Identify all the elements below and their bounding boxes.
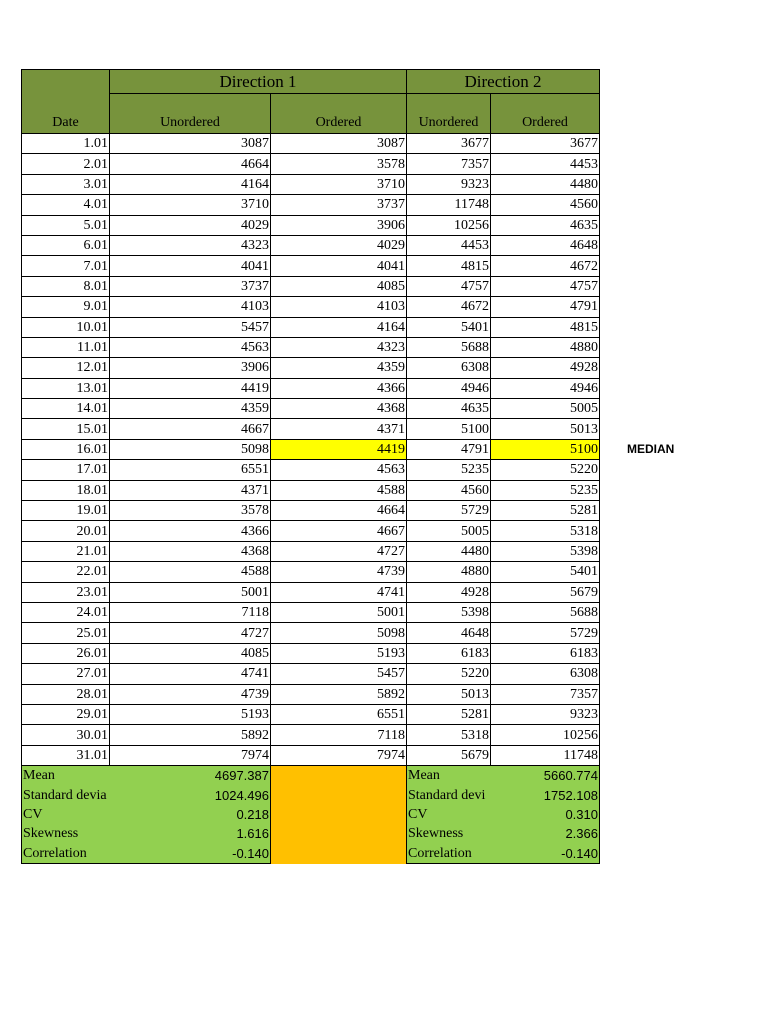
- direction-2-stat-value[interactable]: 2.366: [491, 824, 600, 843]
- data-table: [21, 69, 600, 864]
- direction-2-ordered-cell[interactable]: 6183: [491, 643, 600, 663]
- stats-row: [22, 766, 600, 786]
- direction-2-stat-value[interactable]: 1752.108: [491, 786, 600, 805]
- direction-1-ordered-cell[interactable]: 4029: [271, 235, 407, 255]
- direction-2-unordered-cell[interactable]: 5729: [407, 501, 491, 521]
- direction-2-unordered-cell[interactable]: 5005: [407, 521, 491, 541]
- direction-2-stat-value[interactable]: 0.310: [491, 805, 600, 824]
- direction-1-ordered-cell[interactable]: 4164: [271, 317, 407, 337]
- direction-1-stat-label[interactable]: CV: [22, 805, 110, 824]
- date-cell[interactable]: 11.01: [22, 337, 110, 357]
- direction-2-unordered-cell[interactable]: 10256: [407, 215, 491, 235]
- direction-1-unordered-cell[interactable]: 5457: [110, 317, 271, 337]
- direction-1-unordered-cell[interactable]: 3578: [110, 501, 271, 521]
- direction-1-unordered-cell[interactable]: 4667: [110, 419, 271, 439]
- direction-1-unordered-cell[interactable]: 3087: [110, 134, 271, 154]
- direction-1-unordered-cell[interactable]: 4371: [110, 480, 271, 500]
- direction-2-ordered-cell[interactable]: 5679: [491, 582, 600, 602]
- direction-2-ordered-cell[interactable]: 9323: [491, 704, 600, 724]
- direction-2-ordered-cell[interactable]: 5401: [491, 562, 600, 582]
- direction-1-ordered-cell[interactable]: 4588: [271, 480, 407, 500]
- direction-2-unordered-cell[interactable]: 5220: [407, 664, 491, 684]
- direction-1-ordered-cell[interactable]: 4741: [271, 582, 407, 602]
- date-cell[interactable]: 8.01: [22, 276, 110, 296]
- table-row: [22, 297, 600, 317]
- direction-1-ordered-cell[interactable]: 3578: [271, 154, 407, 174]
- direction-2-unordered-cell[interactable]: 5281: [407, 704, 491, 724]
- direction-2-ordered-cell[interactable]: 5100: [491, 439, 600, 459]
- date-cell[interactable]: 21.01: [22, 541, 110, 561]
- direction-2-unordered-cell[interactable]: 4672: [407, 297, 491, 317]
- direction-1-unordered-cell[interactable]: 5098: [110, 439, 271, 459]
- direction-1-ordered-cell[interactable]: 5892: [271, 684, 407, 704]
- direction-1-stat-label[interactable]: Correlation: [22, 844, 110, 864]
- date-cell[interactable]: 31.01: [22, 745, 110, 765]
- direction-2-stat-value[interactable]: 5660.774: [491, 766, 600, 786]
- direction-2-unordered-cell[interactable]: 4928: [407, 582, 491, 602]
- direction-1-unordered-cell[interactable]: 4103: [110, 297, 271, 317]
- direction-1-ordered-cell[interactable]: 3087: [271, 134, 407, 154]
- direction-1-ordered-cell[interactable]: 4727: [271, 541, 407, 561]
- table-row: [22, 174, 600, 194]
- date-cell[interactable]: 9.01: [22, 297, 110, 317]
- direction-1-ordered-header[interactable]: Ordered: [271, 94, 407, 134]
- direction-2-unordered-cell[interactable]: 9323: [407, 174, 491, 194]
- table-row: [22, 725, 600, 745]
- direction-2-ordered-cell[interactable]: 4453: [491, 154, 600, 174]
- direction-2-ordered-cell[interactable]: 5013: [491, 419, 600, 439]
- direction-1-ordered-cell[interactable]: 4366: [271, 378, 407, 398]
- table-row: [22, 664, 600, 684]
- direction-1-ordered-cell[interactable]: 5457: [271, 664, 407, 684]
- direction-2-ordered-cell[interactable]: 5005: [491, 399, 600, 419]
- data-rows: [22, 134, 600, 766]
- direction-2-stat-label[interactable]: Mean: [407, 766, 491, 786]
- direction-1-stat-value[interactable]: -0.140: [110, 844, 271, 864]
- direction-1-ordered-cell[interactable]: 6551: [271, 704, 407, 724]
- table-row: [22, 439, 600, 459]
- direction-1-stat-value[interactable]: 1.616: [110, 824, 271, 843]
- direction-1-unordered-cell[interactable]: 7118: [110, 602, 271, 622]
- table-row: [22, 154, 600, 174]
- table-row: [22, 419, 600, 439]
- table-row: [22, 460, 600, 480]
- direction-2-unordered-cell[interactable]: 4635: [407, 399, 491, 419]
- direction-2-unordered-cell[interactable]: 5235: [407, 460, 491, 480]
- statistics-rows: [22, 766, 600, 864]
- direction-2-ordered-cell[interactable]: 4648: [491, 235, 600, 255]
- table-row: [22, 643, 600, 663]
- direction-1-ordered-cell[interactable]: 4739: [271, 562, 407, 582]
- table-row: [22, 317, 600, 337]
- direction-2-stat-label[interactable]: Correlation: [407, 844, 491, 864]
- table-row: [22, 480, 600, 500]
- direction-1-unordered-cell[interactable]: 4323: [110, 235, 271, 255]
- direction-1-ordered-cell[interactable]: 3906: [271, 215, 407, 235]
- table-row: [22, 358, 600, 378]
- date-cell[interactable]: 2.01: [22, 154, 110, 174]
- direction-1-unordered-cell[interactable]: 4366: [110, 521, 271, 541]
- direction-2-unordered-header[interactable]: Unordered: [407, 94, 491, 134]
- direction-1-unordered-cell[interactable]: 7974: [110, 745, 271, 765]
- direction-1-header[interactable]: Direction 1: [110, 70, 407, 94]
- direction-2-unordered-cell[interactable]: 5398: [407, 602, 491, 622]
- direction-1-ordered-cell[interactable]: 4323: [271, 337, 407, 357]
- direction-1-ordered-cell[interactable]: 7118: [271, 725, 407, 745]
- direction-1-stat-value[interactable]: 1024.496: [110, 786, 271, 805]
- direction-2-unordered-cell[interactable]: 4946: [407, 378, 491, 398]
- direction-2-header[interactable]: Direction 2: [407, 70, 600, 94]
- direction-2-ordered-cell[interactable]: 5318: [491, 521, 600, 541]
- date-cell[interactable]: 19.01: [22, 501, 110, 521]
- table-row: [22, 378, 600, 398]
- direction-2-ordered-cell[interactable]: 5688: [491, 602, 600, 622]
- table-row: [22, 745, 600, 765]
- direction-2-ordered-cell[interactable]: 5220: [491, 460, 600, 480]
- direction-2-ordered-header[interactable]: Ordered: [491, 94, 600, 134]
- table-row: [22, 134, 600, 154]
- direction-1-unordered-cell[interactable]: 4419: [110, 378, 271, 398]
- direction-1-unordered-cell[interactable]: 3737: [110, 276, 271, 296]
- direction-1-ordered-cell[interactable]: 4359: [271, 358, 407, 378]
- direction-1-ordered-cell[interactable]: 4664: [271, 501, 407, 521]
- date-cell[interactable]: 3.01: [22, 174, 110, 194]
- date-header[interactable]: Date: [22, 70, 110, 134]
- table-row: [22, 541, 600, 561]
- direction-2-ordered-cell[interactable]: 4791: [491, 297, 600, 317]
- date-cell[interactable]: 27.01: [22, 664, 110, 684]
- direction-1-unordered-cell[interactable]: 5001: [110, 582, 271, 602]
- direction-2-ordered-cell[interactable]: 4815: [491, 317, 600, 337]
- direction-1-unordered-cell[interactable]: 3710: [110, 195, 271, 215]
- table-row: [22, 235, 600, 255]
- direction-1-unordered-cell[interactable]: 4041: [110, 256, 271, 276]
- table-row: [22, 704, 600, 724]
- direction-1-ordered-cell[interactable]: 3737: [271, 195, 407, 215]
- date-cell[interactable]: 12.01: [22, 358, 110, 378]
- table-row: [22, 501, 600, 521]
- direction-2-ordered-cell[interactable]: 6308: [491, 664, 600, 684]
- direction-1-unordered-cell[interactable]: 4664: [110, 154, 271, 174]
- direction-1-ordered-cell[interactable]: 4085: [271, 276, 407, 296]
- direction-2-unordered-cell[interactable]: 3677: [407, 134, 491, 154]
- date-cell[interactable]: 23.01: [22, 582, 110, 602]
- direction-2-ordered-cell[interactable]: 4757: [491, 276, 600, 296]
- direction-2-ordered-cell[interactable]: 4635: [491, 215, 600, 235]
- date-cell[interactable]: 29.01: [22, 704, 110, 724]
- direction-2-stat-label[interactable]: Skewness: [407, 824, 491, 843]
- direction-2-ordered-cell[interactable]: 7357: [491, 684, 600, 704]
- direction-1-stat-value[interactable]: 4697.387: [110, 766, 271, 786]
- direction-2-unordered-cell[interactable]: 4480: [407, 541, 491, 561]
- direction-2-ordered-cell[interactable]: 3677: [491, 134, 600, 154]
- date-cell[interactable]: 5.01: [22, 215, 110, 235]
- direction-2-unordered-cell[interactable]: 5679: [407, 745, 491, 765]
- date-cell[interactable]: 25.01: [22, 623, 110, 643]
- direction-2-stat-label[interactable]: Standard devi: [407, 786, 491, 805]
- table-row: [22, 602, 600, 622]
- date-cell[interactable]: 13.01: [22, 378, 110, 398]
- median-label: MEDIAN: [627, 442, 675, 456]
- direction-2-ordered-cell[interactable]: 5729: [491, 623, 600, 643]
- table-row: [22, 276, 600, 296]
- direction-1-unordered-cell[interactable]: 4563: [110, 337, 271, 357]
- date-cell[interactable]: 6.01: [22, 235, 110, 255]
- direction-2-unordered-cell[interactable]: 5688: [407, 337, 491, 357]
- direction-2-unordered-cell[interactable]: 4815: [407, 256, 491, 276]
- date-cell[interactable]: 14.01: [22, 399, 110, 419]
- direction-1-unordered-cell[interactable]: 5892: [110, 725, 271, 745]
- table-row: [22, 684, 600, 704]
- direction-1-ordered-cell[interactable]: 4368: [271, 399, 407, 419]
- direction-2-ordered-cell[interactable]: 4928: [491, 358, 600, 378]
- direction-2-unordered-cell[interactable]: 4560: [407, 480, 491, 500]
- direction-2-ordered-cell[interactable]: 4672: [491, 256, 600, 276]
- direction-1-unordered-cell[interactable]: 4588: [110, 562, 271, 582]
- direction-2-unordered-cell[interactable]: 4648: [407, 623, 491, 643]
- date-cell[interactable]: 4.01: [22, 195, 110, 215]
- direction-2-unordered-cell[interactable]: 4791: [407, 439, 491, 459]
- direction-2-ordered-cell[interactable]: 4880: [491, 337, 600, 357]
- table-row: [22, 399, 600, 419]
- direction-1-ordered-cell[interactable]: 3710: [271, 174, 407, 194]
- direction-2-unordered-cell[interactable]: 4757: [407, 276, 491, 296]
- table-row: [22, 195, 600, 215]
- direction-2-unordered-cell[interactable]: 4880: [407, 562, 491, 582]
- direction-1-unordered-cell[interactable]: 5193: [110, 704, 271, 724]
- date-cell[interactable]: 26.01: [22, 643, 110, 663]
- direction-1-ordered-cell[interactable]: 4419: [271, 439, 407, 459]
- direction-2-ordered-cell[interactable]: 5235: [491, 480, 600, 500]
- table-row: [22, 562, 600, 582]
- direction-2-unordered-cell[interactable]: 7357: [407, 154, 491, 174]
- direction-2-stat-label[interactable]: CV: [407, 805, 491, 824]
- direction-1-unordered-cell[interactable]: 4029: [110, 215, 271, 235]
- direction-1-unordered-cell[interactable]: 4164: [110, 174, 271, 194]
- direction-1-ordered-cell[interactable]: 5098: [271, 623, 407, 643]
- direction-1-stat-value[interactable]: 0.218: [110, 805, 271, 824]
- direction-2-unordered-cell[interactable]: 4453: [407, 235, 491, 255]
- table-row: [22, 337, 600, 357]
- direction-1-unordered-cell[interactable]: 3906: [110, 358, 271, 378]
- direction-2-ordered-cell[interactable]: 4480: [491, 174, 600, 194]
- direction-1-ordered-cell[interactable]: 4667: [271, 521, 407, 541]
- direction-1-unordered-cell[interactable]: 4085: [110, 643, 271, 663]
- direction-1-ordered-cell[interactable]: 4371: [271, 419, 407, 439]
- direction-2-unordered-cell[interactable]: 6183: [407, 643, 491, 663]
- orange-highlight-block[interactable]: [271, 766, 407, 864]
- direction-1-unordered-cell[interactable]: 4741: [110, 664, 271, 684]
- direction-1-ordered-cell[interactable]: 4563: [271, 460, 407, 480]
- direction-1-ordered-cell[interactable]: 4103: [271, 297, 407, 317]
- direction-2-ordered-cell[interactable]: 4560: [491, 195, 600, 215]
- direction-1-ordered-cell[interactable]: 5001: [271, 602, 407, 622]
- date-cell[interactable]: 24.01: [22, 602, 110, 622]
- date-cell[interactable]: 17.01: [22, 460, 110, 480]
- direction-2-ordered-cell[interactable]: 4946: [491, 378, 600, 398]
- date-cell[interactable]: 20.01: [22, 521, 110, 541]
- direction-1-unordered-cell[interactable]: 4368: [110, 541, 271, 561]
- direction-1-unordered-cell[interactable]: 4727: [110, 623, 271, 643]
- direction-2-ordered-cell[interactable]: 10256: [491, 725, 600, 745]
- direction-1-ordered-cell[interactable]: 4041: [271, 256, 407, 276]
- date-cell[interactable]: 22.01: [22, 562, 110, 582]
- direction-2-unordered-cell[interactable]: 5100: [407, 419, 491, 439]
- direction-1-unordered-header[interactable]: Unordered: [110, 94, 271, 134]
- table-row: [22, 215, 600, 235]
- direction-1-unordered-cell[interactable]: 6551: [110, 460, 271, 480]
- direction-2-unordered-cell[interactable]: 5401: [407, 317, 491, 337]
- table-row: [22, 582, 600, 602]
- direction-2-unordered-cell[interactable]: 6308: [407, 358, 491, 378]
- table-row: [22, 256, 600, 276]
- direction-1-stat-label[interactable]: Skewness: [22, 824, 110, 843]
- direction-1-unordered-cell[interactable]: 4359: [110, 399, 271, 419]
- direction-2-stat-value[interactable]: -0.140: [491, 844, 600, 864]
- direction-2-unordered-cell[interactable]: 5013: [407, 684, 491, 704]
- date-cell[interactable]: 1.01: [22, 134, 110, 154]
- direction-2-ordered-cell[interactable]: 5398: [491, 541, 600, 561]
- date-cell[interactable]: 10.01: [22, 317, 110, 337]
- direction-1-stat-label[interactable]: Mean: [22, 766, 110, 786]
- date-cell[interactable]: 28.01: [22, 684, 110, 704]
- date-cell[interactable]: 18.01: [22, 480, 110, 500]
- direction-2-ordered-cell[interactable]: 5281: [491, 501, 600, 521]
- direction-1-ordered-cell[interactable]: 7974: [271, 745, 407, 765]
- direction-1-stat-label[interactable]: Standard devia: [22, 786, 110, 805]
- table-row: [22, 521, 600, 541]
- date-cell[interactable]: 30.01: [22, 725, 110, 745]
- date-cell[interactable]: 7.01: [22, 256, 110, 276]
- date-cell[interactable]: 16.01: [22, 439, 110, 459]
- direction-2-unordered-cell[interactable]: 11748: [407, 195, 491, 215]
- direction-1-unordered-cell[interactable]: 4739: [110, 684, 271, 704]
- direction-1-ordered-cell[interactable]: 5193: [271, 643, 407, 663]
- direction-2-ordered-cell[interactable]: 11748: [491, 745, 600, 765]
- table-row: [22, 623, 600, 643]
- date-cell[interactable]: 15.01: [22, 419, 110, 439]
- direction-2-unordered-cell[interactable]: 5318: [407, 725, 491, 745]
